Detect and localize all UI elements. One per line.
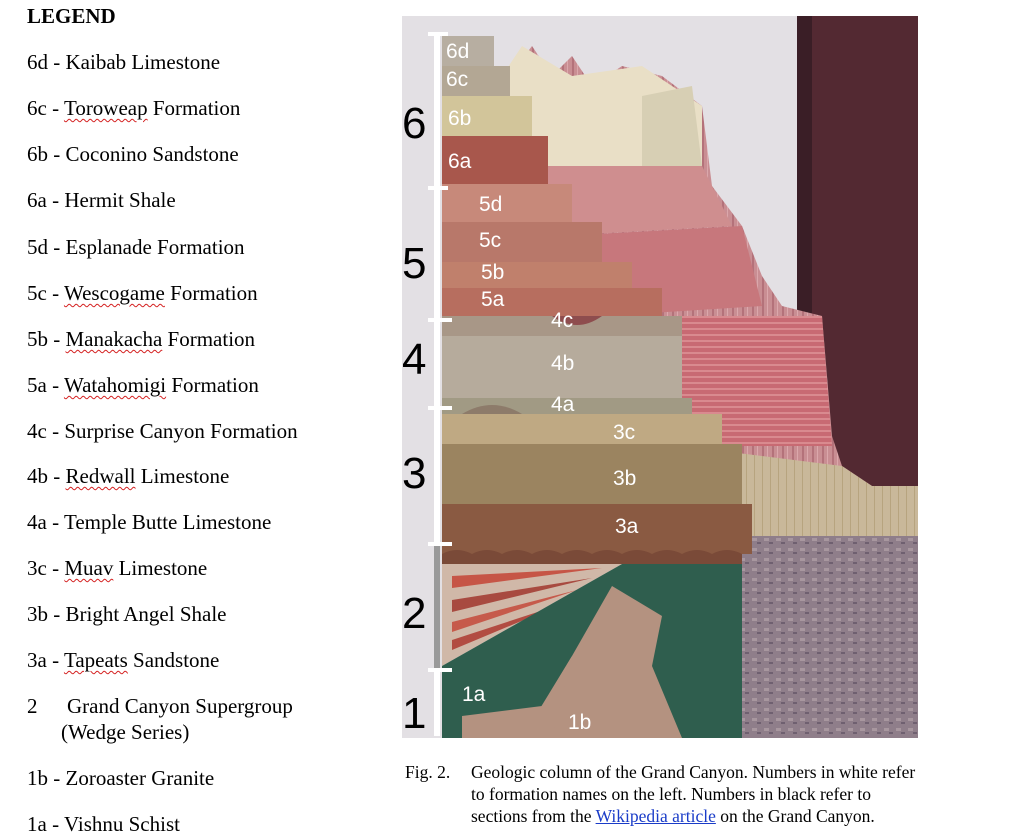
legend-name: Surprise Canyon Formation (64, 419, 298, 443)
layer-label-4a: 4a (551, 393, 575, 416)
legend-code: 5a (27, 373, 47, 397)
layer-label-3c: 3c (613, 421, 636, 444)
legend-name: Watahomigi (63, 373, 167, 397)
layer-label-5a: 5a (481, 288, 505, 311)
layer-label-3b: 3b (613, 467, 637, 490)
legend-code: 3b (27, 602, 48, 626)
legend-name: Zoroaster Granite (65, 766, 215, 790)
legend-name: Vishnu Schist (63, 812, 180, 836)
legend-name: Temple Butte Limestone (63, 510, 272, 534)
layer-label-1b: 1b (568, 711, 592, 734)
legend-name: Bright Angel Shale (65, 602, 227, 626)
group-number-3: 3 (402, 449, 427, 498)
layer-5b (442, 262, 632, 288)
layer-label-5c: 5c (479, 229, 502, 252)
legend-code: 3c (27, 556, 47, 580)
layer-label-6b: 6b (448, 107, 472, 130)
legend-item-5a: 5a - Watahomigi Formation (27, 373, 259, 397)
layer-label-1a: 1a (462, 683, 486, 706)
legend-item-3b: 3b - Bright Angel Shale (27, 602, 227, 626)
wikipedia-link[interactable]: Wikipedia article (595, 806, 716, 826)
legend-name: Toroweap (63, 96, 148, 120)
legend-item-6d: 6d - Kaibab Limestone (27, 50, 221, 74)
legend-item-5c: 5c - Wescogame Formation (27, 281, 258, 305)
legend-item-3a: 3a - Tapeats Sandstone (27, 648, 220, 672)
caption-text-before: Geologic column of the Grand Canyon. Numbers in white refer to formation names on the left. Numbers in black refer to sections from the (471, 762, 916, 826)
legend-name: Manakacha (65, 327, 163, 351)
layer-5c (442, 222, 602, 262)
legend-item-2 (27, 693, 293, 745)
layer-label-6a: 6a (448, 150, 472, 173)
group-number-5: 5 (402, 239, 427, 288)
legend-item-1b: 1b - Zoroaster Granite (27, 766, 215, 790)
legend-code: 6a (27, 188, 47, 212)
layer-3b (442, 444, 742, 504)
group-number-4: 4 (402, 335, 427, 384)
group-number-1: 1 (402, 689, 427, 738)
layer-5d (442, 184, 572, 222)
legend-item-3c: 3c - Muav Limestone (27, 556, 208, 580)
legend-code: 4a (27, 510, 47, 534)
legend-code: 6c (27, 96, 47, 120)
legend-code: 3a (27, 648, 47, 672)
layer-label-4c: 4c (551, 309, 574, 332)
legend-item-4c: 4c - Surprise Canyon Formation (27, 419, 298, 443)
legend-name-suffix: Formation (166, 373, 259, 397)
legend-code: 6b (27, 142, 48, 166)
legend-name-suffix: Sandstone (127, 648, 220, 672)
legend-name-suffix: Formation (162, 327, 256, 351)
legend-item-6b: 6b - Coconino Sandstone (27, 142, 239, 166)
legend-code: 2 (27, 694, 38, 718)
legend-name: Coconino Sandstone (65, 142, 239, 166)
legend-item-6a: 6a - Hermit Shale (27, 188, 176, 212)
legend-code: 5b (27, 327, 48, 351)
layer-3c (442, 414, 722, 444)
legend-item-4b: 4b - Redwall Limestone (27, 464, 230, 488)
caption-text (471, 761, 931, 827)
legend-item-5b: 5b - Manakacha Formation (27, 327, 256, 351)
group-number-6: 6 (402, 99, 427, 148)
legend-name: Esplanade Formation (65, 235, 245, 259)
layer-label-6c: 6c (446, 68, 469, 91)
legend-code: 5d (27, 235, 48, 259)
geologic-column-illustration (402, 16, 918, 738)
legend-name-suffix: Limestone (135, 464, 230, 488)
legend-name: Grand Canyon Supergroup (67, 694, 293, 718)
legend-item-1a: 1a - Vishnu Schist (27, 812, 180, 836)
layer-label-5d: 5d (479, 193, 503, 216)
legend-item-6c: 6c - Toroweap Formation (27, 96, 241, 120)
legend-name: Wescogame (63, 281, 165, 305)
layer-label-5b: 5b (481, 261, 505, 284)
legend-code: 6d (27, 50, 48, 74)
legend-name-suffix: Formation (147, 96, 241, 120)
legend-code: 4c (27, 419, 47, 443)
figure-number: Fig. 2. (405, 762, 451, 782)
legend-code: 4b (27, 464, 48, 488)
group-number-2: 2 (402, 589, 427, 638)
legend-item-4a: 4a - Temple Butte Limestone (27, 510, 272, 534)
legend-code: 1b (27, 766, 48, 790)
geologic-column-figure (402, 16, 918, 738)
layer-label-3a: 3a (615, 515, 639, 538)
legend-name-line2: (Wedge Series) (61, 720, 190, 744)
layer-label-4b: 4b (551, 352, 575, 375)
caption-text-after: on the Grand Canyon. (715, 806, 875, 826)
legend-item-5d: 5d - Esplanade Formation (27, 235, 245, 259)
legend-name: Muav (64, 556, 114, 580)
layer-label-6d: 6d (446, 40, 470, 63)
legend-name-suffix: Limestone (113, 556, 208, 580)
legend-name: Redwall (65, 464, 136, 488)
legend-name-suffix: Formation (164, 281, 258, 305)
layer-3a (442, 504, 752, 554)
legend-name: Tapeats (63, 648, 128, 672)
legend-name: Hermit Shale (64, 188, 176, 212)
legend-name: Kaibab Limestone (65, 50, 221, 74)
legend-code: 1a (27, 812, 47, 836)
legend-title: LEGEND (27, 4, 116, 28)
legend-code: 5c (27, 281, 47, 305)
relief-rim-cliff (642, 86, 702, 166)
